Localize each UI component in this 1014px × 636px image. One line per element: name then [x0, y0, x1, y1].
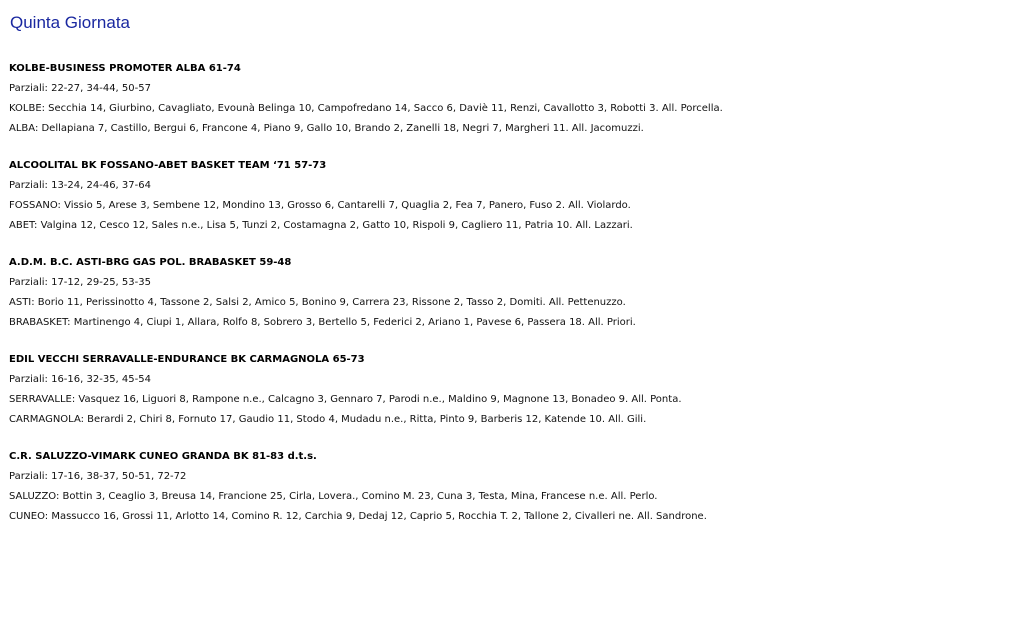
game-result — [9, 447, 1014, 527]
game-title: ALCOOLITAL BK FOSSANO-ABET BASKET TEAM ‘71 57-73 — [9, 160, 327, 171]
home-team-scorers: ASTI: Borio 11, Perissinotto 4, Tassone 2, Salsi 2, Amico 5, Bonino 9, Carrera 23, Rissone 2, Tasso 2, Domiti. All. Pettenuzzo. — [9, 297, 626, 308]
partial-scores: Parziali: 17-16, 38-37, 50-51, 72-72 — [9, 471, 187, 482]
game-result — [9, 350, 1014, 430]
away-team-scorers: CUNEO: Massucco 16, Grossi 11, Arlotto 14, Comino R. 12, Carchia 9, Dedaj 12, Caprio 5, Rocchia T. 2, Tallone 2, Civalleri ne. All. Sandrone. — [9, 511, 707, 522]
partial-scores: Parziali: 13-24, 24-46, 37-64 — [9, 180, 151, 191]
away-team-scorers: ABET: Valgina 12, Cesco 12, Sales n.e., Lisa 5, Tunzi 2, Costamagna 2, Gatto 10, Rispoli 9, Cagliero 11, Patria 10. All. Lazzari. — [9, 220, 633, 231]
page-title: Quinta Giornata — [10, 13, 131, 32]
game-result — [9, 59, 1014, 139]
partial-scores: Parziali: 16-16, 32-35, 45-54 — [9, 374, 151, 385]
game-title: C.R. SALUZZO-VIMARK CUNEO GRANDA BK 81-83 d.t.s. — [9, 451, 317, 462]
game-result — [9, 253, 1014, 333]
partial-scores: Parziali: 22-27, 34-44, 50-57 — [9, 83, 151, 94]
home-team-scorers: SERRAVALLE: Vasquez 16, Liguori 8, Rampone n.e., Calcagno 3, Gennaro 7, Parodi n.e., Maldino 9, Magnone 13, Bonadeo 9. All. Ponta. — [9, 394, 682, 405]
game-title: KOLBE-BUSINESS PROMOTER ALBA 61-74 — [9, 63, 241, 74]
game-title: EDIL VECCHI SERRAVALLE-ENDURANCE BK CARMAGNOLA 65-73 — [9, 354, 365, 365]
away-team-scorers: ALBA: Dellapiana 7, Castillo, Bergui 6, Francone 4, Piano 9, Gallo 10, Brando 2, Zanelli 18, Negri 7, Margheri 11. All. Jacomuzzi. — [9, 123, 644, 134]
home-team-scorers: KOLBE: Secchia 14, Giurbino, Cavagliato, Evounà Belinga 10, Campofredano 14, Sacco 6, Daviè 11, Renzi, Cavallotto 3, Robotti 3. All. Porcella. — [9, 103, 723, 114]
game-result — [9, 156, 1014, 236]
home-team-scorers: FOSSANO: Vissio 5, Arese 3, Sembene 12, Mondino 13, Grosso 6, Cantarelli 7, Quaglia 2, Fea 7, Panero, Fuso 2. All. Violardo. — [9, 200, 631, 211]
home-team-scorers: SALUZZO: Bottin 3, Ceaglio 3, Breusa 14, Francione 25, Cirla, Lovera., Comino M. 23, Cuna 3, Testa, Mina, Francese n.e. All. Perlo. — [9, 491, 658, 502]
away-team-scorers: BRABASKET: Martinengo 4, Ciupi 1, Allara, Rolfo 8, Sobrero 3, Bertello 5, Federici 2, Ariano 1, Pavese 6, Passera 18. All. Priori. — [9, 317, 636, 328]
partial-scores: Parziali: 17-12, 29-25, 53-35 — [9, 277, 151, 288]
game-title: A.D.M. B.C. ASTI-BRG GAS POL. BRABASKET 59-48 — [9, 257, 292, 268]
away-team-scorers: CARMAGNOLA: Berardi 2, Chiri 8, Fornuto 17, Gaudio 11, Stodo 4, Mudadu n.e., Ritta, Pinto 9, Barberis 12, Katende 10. All. Gili. — [9, 414, 647, 425]
